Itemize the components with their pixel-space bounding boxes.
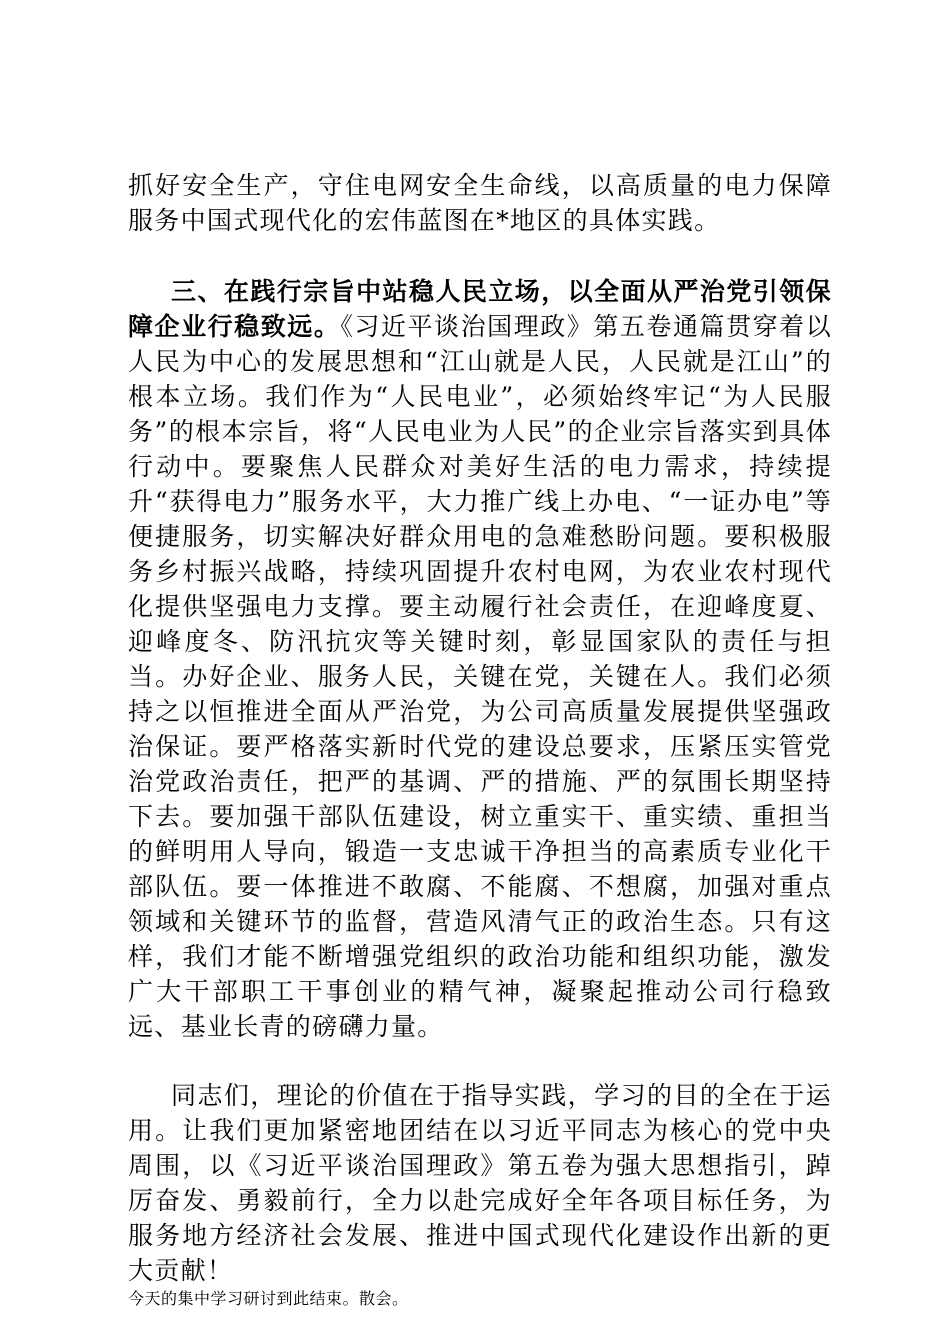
paragraph-3: 同志们，理论的价值在于指导实践，学习的目的全在于运用。让我们更加紧密地团结在以习近平同志为核心的党中央周围，以《习近平谈治国理政》第五卷为强大思想指引，踔厉奋发、勇毅前行，全力以赴完成好全年各项目标任务，为服务地方经济社会发展、推进中国式现代化建设作出新的更大贡献！ <box>128 1081 832 1285</box>
section-heading: 三、在践行宗旨中站稳人民立场，以全面从严治党引领保障企业行稳致远。 <box>128 277 832 341</box>
paragraph-2 <box>128 274 832 1044</box>
paragraph-1: 抓好安全生产，守住电网安全生命线，以高质量的电力保障服务中国式现代化的宏伟蓝图在*地区的具体实践。 <box>128 171 832 235</box>
document-body <box>128 168 832 1310</box>
closing-line: 今天的集中学习研讨到此结束。散会。 <box>128 1289 409 1308</box>
paragraph-2-body: 《习近平谈治国理政》第五卷通篇贯穿着以人民为中心的发展思想和“江山就是人民，人民就是江山”的根本立场。我们作为“人民电业”，必须始终牢记“为人民服务”的根本宗旨，将“人民电业为人民”的企业宗旨落实到具体行动中。要聚焦人民群众对美好生活的电力需求，持续提升“获得电力”服务水平，大力推广线上办电、“一证办电”等便捷服务，切实解决好群众用电的急难愁盼问题。要积极服务乡村振兴战略，持续巩固提升农村电网，为农业农村现代化提供坚强电力支撑。要主动履行社会责任，在迎峰度夏、迎峰度冬、防汛抗灾等关键时刻，彰显国家队的责任与担当。办好企业、服务人民，关键在党，关键在人。我们必须持之以恒推进全面从严治党，为公司高质量发展提供坚强政治保证。要严格落实新时代党的建设总要求，压紧压实管党治党政治责任，把严的基调、严的措施、严的氛围长期坚持下去。要加强干部队伍建设，树立重实干、重实绩、重担当的鲜明用人导向，锻造一支忠诚干净担当的高素质专业化干部队伍。要一体推进不敢腐、不能腐、不想腐，加强对重点领域和关键环节的监督，营造风清气正的政治生态。只有这样，我们才能不断增强党组织的政治功能和组织功能，激发广大干部职工干事创业的精气神，凝聚起推动公司行稳致远、基业长青的磅礴力量。 <box>128 312 833 1041</box>
